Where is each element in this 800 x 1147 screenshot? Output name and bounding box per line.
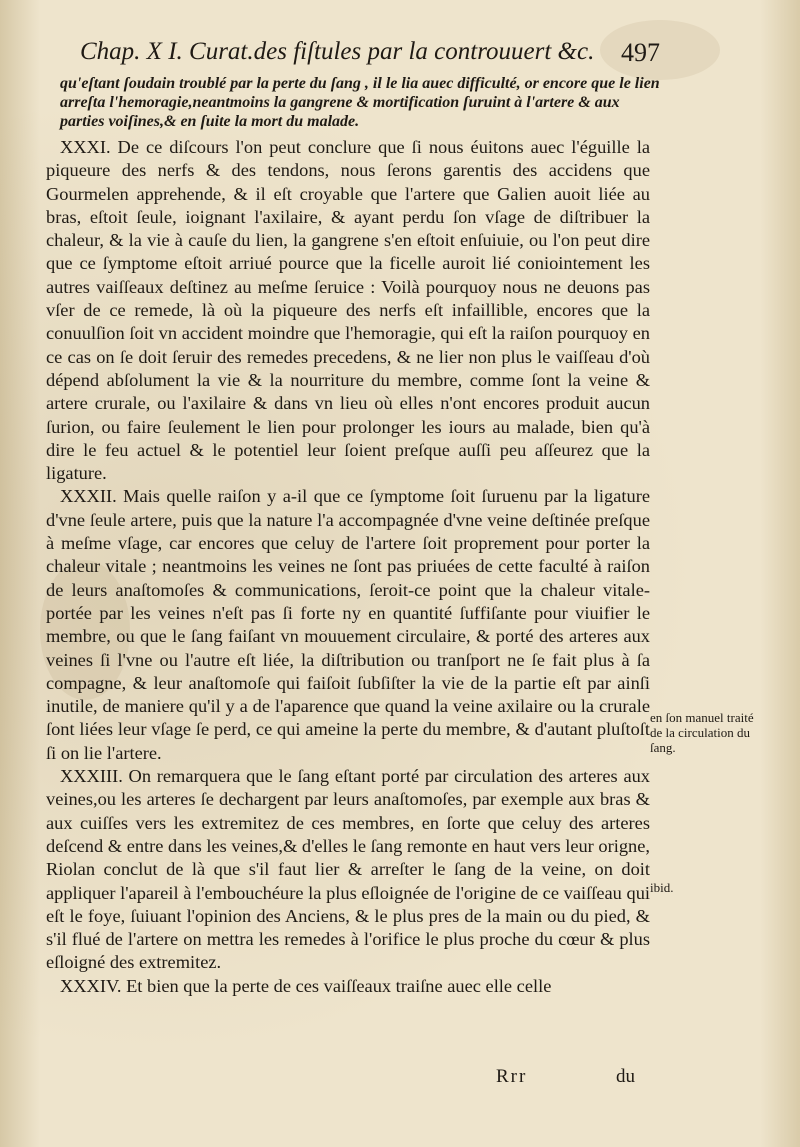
chapter-title: Chap. X I. Curat.des fiſtules par la controuuert &c.: [80, 38, 595, 65]
running-header: [80, 36, 660, 76]
marginal-note-circulation: en ſon manuel traité de la circulation du ſang.: [650, 710, 754, 755]
page-number: 497: [621, 38, 660, 67]
marginal-note-ibid: ibid.: [650, 880, 674, 895]
catchword: du: [616, 1066, 635, 1087]
paragraph-xxxii: XXXII. Mais quelle raiſon y a-il que ce ſymptome ſoit ſuruenu par la ligature d'vne ſeule artere, puis que la nature l'a accompagnée d'vne veine deſtinée preſque à meſme vſage, car encores que celuy de l'artere ſoit proprement pour porter la chaleur vitale ; neantmoins les veines ne ſont pas priuées de cette faculté à raiſon de leurs anaſtomoſes & communications, ſeroit-ce point que la chaleur vitale-portée par les veines n'eſt pas ſi forte ny en quantité ſuffiſante pour viuifier le membre, ou que le ſang faiſant vn mouuement circulaire, & porté des arteres aux veines ſi l'vne ou l'autre eſt liée, la diſtribution ou tranſport ne ſe fait plus à ſa compagne, & leur anaſtomoſe qui faiſoit ſubſiſter la vie de la partie eſt par ainſi inutile, de maniere qu'il y a de l'aparence que quand la veine axilaire ou la crurale ſont liées leur vſage ſe perd, ce qui ameine la perte du membre, & d'autant pluſtoſt ſi on lie l'artere.: [46, 486, 650, 763]
italic-intro: qu'eſtant ſoudain troublé par la perte du ſang , il le lia auec difficulté, or encore que le lien arreſta l'hemoragie,neantmoins la gangrene & mortification ſuruint à l'artere & aux parties voiſines,& en ſuite la mort du malade.: [60, 75, 660, 130]
paragraph-xxxiv: XXXIV. Et bien que la perte de ces vaiſſeaux traiſne auec elle celle: [60, 975, 552, 996]
paragraph-xxxiii: XXXIII. On remarquera que le ſang eſtant porté par circulation des arteres aux veines,ou les arteres ſe dechargent par leurs anaſtomoſes, par exemple aux bras & aux cuiſſes vers les extremitez de ces membres, en ſorte que celuy des arteres deſcend & entre dans les veines,& d'elles le ſang remonte en haut vers leur origne, Riolan conclut de là que s'il faut lier & arreſter le ſang de la veine, on doit appliquer l'apareil à l'embouchéure la plus eſloignée de l'origine de ce vaiſſeau qui eſt le foye, ſuiuant l'opinion des Anciens, & le plus pres de la main ou du pied, & s'il flué de l'artere on mettra les remedes à l'orifice le plus proche du cœur & plus eſloigné des extremitez.: [46, 766, 650, 973]
signature-mark: Rrr: [496, 1066, 528, 1087]
body-text: [46, 136, 650, 998]
paragraph-xxxi: XXXI. De ce diſcours l'on peut conclure que ſi nous éuitons auec l'éguille la piqueure des nerfs & des tendons, nous ſerons garentis des accidens que Gourmelen apprehende, & il eſt croyable que l'artere que Galien auoit liée au bras, eſtoit ſeule, ioignant l'axilaire, & ayant perdu ſon vſage de diſtribuer la chaleur, & la vie à cauſe du lien, la gangrene s'en eſtoit enſuiuie, ou l'on peut dire que ce ſymptome eſtoit arriué pource que la ficelle auroit lié coniointement les autres vaiſſeaux deſtinez au meſme ſeruice : Voilà pourquoy nous ne deuons pas vſer de ce remede, là où la piqueure des nerfs eſt infaillible, encores que la conuulſion ſoit vn accident moindre que l'hemoragie, qui eſt la raiſon pourquoy en ce cas on ſe doit ſeruir des remedes precedens, & ne lier non plus le vaiſſeau d'où dépend abſolument la vie & la nourriture du membre, comme ſont la veine & artere crurale, ou l'axilaire & dans vn lieu où elles n'ont encores produit aucun ſurion, ou faire ſeulement le lien pour prolonger les iours au malade, bien qu'à dire le feu actuel & le potentiel leur ſoient preſque auſſi peu aſſeurez que la ligature.: [46, 137, 650, 484]
